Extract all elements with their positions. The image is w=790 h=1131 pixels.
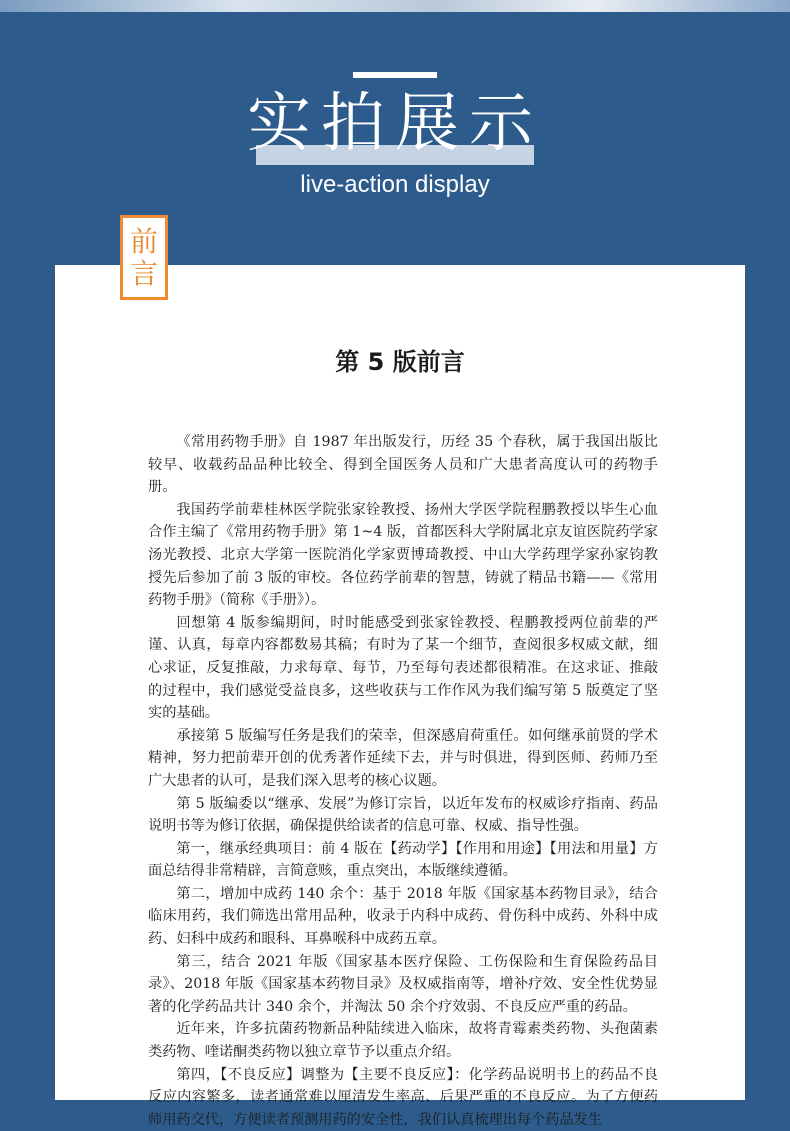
document-body xyxy=(148,431,658,1131)
paragraph: 我国药学前辈桂林医学院张家铨教授、扬州大学医学院程鹏教授以毕生心血合作主编了《常用药物手册》第 1~4 版，首都医科大学附属北京友谊医院药学家汤光教授、北京大学第一医院消化学家贾博琦教授、中山大学药理学家孙家钧教授先后参加了前 3 版的审校。各位药学前辈的智慧，铸就了精品书籍——《常用药物手册》（简称《手册》）。 xyxy=(148,501,658,609)
section-tag-char-1: 前 xyxy=(129,224,158,258)
paragraph: 回想第 4 版参编期间，时时能感受到张家铨教授、程鹏教授两位前辈的严谨、认真，每章内容都数易其稿；有时为了某一个细节，查阅很多权威文献，细心求证，反复推敲，力求每章、每节，乃至每句表述都很精准。在这求证、推敲的过程中，我们感觉受益良多，这些收获与工作作风为我们编写第 5 版奠定了坚实的基础。 xyxy=(148,614,658,722)
paragraph: 第 5 版编委以“继承、发展”为修订宗旨，以近年发布的权威诊疗指南、药品说明书等为修订依据，确保提供给读者的信息可靠、权威、指导性强。 xyxy=(148,795,658,835)
paragraph: 承接第 5 版编写任务是我们的荣幸，但深感肩荷重任。如何继承前贤的学术精神，努力把前辈开创的优秀著作延续下去，并与时俱进，得到医师、药师乃至广大患者的认可，是我们深入思考的核心议题。 xyxy=(148,727,658,789)
section-tag xyxy=(120,215,168,300)
section-tag-char-2: 言 xyxy=(129,256,158,290)
top-banner-strip xyxy=(0,0,790,12)
paragraph: 近年来，许多抗菌药物新品种陆续进入临床，故将青霉素类药物、头孢菌素类药物、喹诺酮类药物以独立章节予以重点介绍。 xyxy=(148,1021,658,1061)
paragraph: 第一，继承经典项目：前 4 版在【药动学】【作用和用途】【用法和用量】方面总结得非常精辟，言简意赅，重点突出，本版继续遵循。 xyxy=(148,840,658,880)
document-heading: 第 5 版前言 xyxy=(335,348,465,376)
title-decoration-line xyxy=(353,72,437,78)
paragraph: 第四，【不良反应】调整为【主要不良反应】：化学药品说明书上的药品不良反应内容繁多，读者通常难以厘清发生率高、后果严重的不良反应。为了方便药师用药交代，方便读者预测用药的安全性，我们认真梳理出每个药品发生 xyxy=(148,1066,658,1128)
paragraph: 第二，增加中成药 140 余个：基于 2018 年版《国家基本药物目录》，结合临床用药，我们筛选出常用品种，收录于内科中成药、骨伤科中成药、外科中成药、妇科中成药和眼科、耳鼻喉科中成药五章。 xyxy=(148,885,658,948)
page-title: 实拍展示 xyxy=(247,87,543,161)
paragraph: 《常用药物手册》自 1987 年出版发行，历经 35 个春秋，属于我国出版比较早、收载药品品种比较全、得到全国医务人员和广大患者高度认可的药物手册。 xyxy=(148,434,658,496)
paragraph: 第三，结合 2021 年版《国家基本医疗保险、工伤保险和生育保险药品目录》、2018 年版《国家基本药物目录》及权威指南等，增补疗效、安全性优势显著的化学药品共计 340 余个，并淘汰 50 余个疗效弱、不良反应严重的药品。 xyxy=(148,953,658,1015)
page-subtitle: live-action display xyxy=(300,171,490,198)
